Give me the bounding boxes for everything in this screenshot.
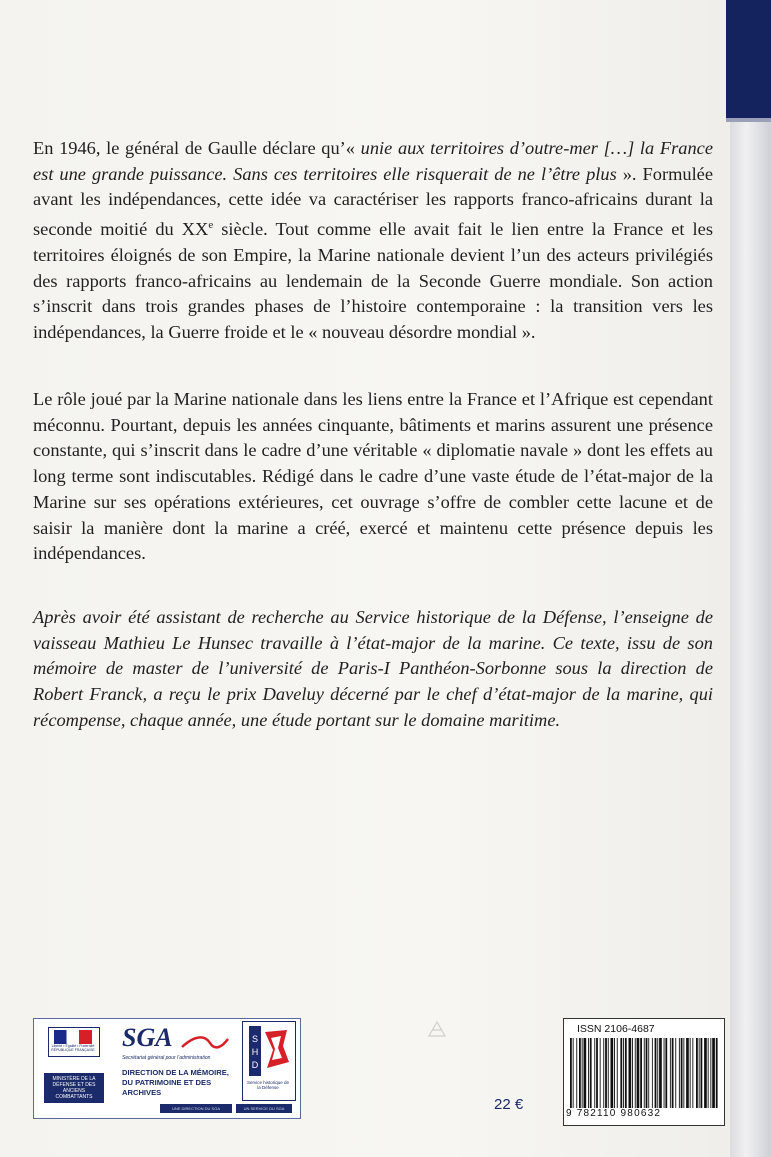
barcode-bar bbox=[582, 1038, 583, 1108]
barcode-bar bbox=[588, 1038, 589, 1108]
quote-line-2-italic: France est une grande puissance. Sans ces territoires elle risquerait de ne l’être plus bbox=[33, 138, 713, 184]
barcode-bar bbox=[648, 1038, 649, 1108]
barcode-bar bbox=[579, 1038, 581, 1108]
barcode-bar bbox=[646, 1038, 648, 1108]
barcode-bar bbox=[652, 1038, 653, 1108]
barcode-bar bbox=[670, 1038, 671, 1108]
barcode-bar bbox=[708, 1038, 709, 1108]
summary-paragraph-2 bbox=[33, 387, 713, 567]
barcode-bar bbox=[672, 1038, 674, 1108]
barcode-bar bbox=[665, 1038, 667, 1108]
paragraph-2-text: Le rôle joué par la Marine nationale dans les liens entre la France et l’Afrique est cependant méconnu. Pourtant, depuis les années cinquante, bâtiments et marins assurent une présence constante, qui s’inscrit dans le cadre d’une véritable « diplomatie navale » dont les effets au long terme sont indiscutables. Rédigé dans le cadre d’une vaste étude de l’état-major de la Marine sur ses opérations extérieures, cet ouvrage s’offre de combler cette lacune et de saisir la manière dont la marine a créé, exercé et maintenu cette présence depuis les indépendances. bbox=[33, 389, 713, 564]
barcode-bar bbox=[699, 1038, 700, 1108]
rf-motto-text: Liberté • Égalité • Fraternité bbox=[51, 1044, 95, 1048]
century-superscript: e bbox=[208, 219, 214, 232]
sga-logo-block bbox=[112, 1021, 294, 1113]
svg-text:S: S bbox=[251, 1034, 259, 1044]
barcode-bar bbox=[617, 1038, 618, 1108]
sga-bar-direction: UNE DIRECTION DU SGA bbox=[160, 1104, 232, 1113]
barcode-bar bbox=[655, 1038, 657, 1108]
barcode-bar bbox=[657, 1038, 658, 1108]
publisher-logos bbox=[33, 1018, 301, 1119]
barcode-bar bbox=[611, 1038, 614, 1108]
barcode-bar bbox=[600, 1038, 601, 1108]
spine-band bbox=[726, 0, 771, 118]
barcode-bar bbox=[573, 1038, 574, 1108]
republique-francaise-logo bbox=[42, 1025, 104, 1111]
emblem-stamp-icon bbox=[425, 1018, 449, 1040]
barcode-bar bbox=[576, 1038, 577, 1108]
barcode-bar bbox=[590, 1038, 592, 1108]
quote-line-1-pre: En 1946, le général de Gaulle déclare qu’« bbox=[33, 138, 361, 158]
barcode-bar bbox=[594, 1038, 595, 1108]
barcode-bar bbox=[632, 1038, 633, 1108]
barcode-bar bbox=[637, 1038, 640, 1108]
barcode-bar bbox=[640, 1038, 642, 1108]
barcode-bar bbox=[620, 1038, 622, 1108]
sga-wordmark: SGA bbox=[122, 1023, 173, 1052]
quote-line-2-post: ». bbox=[616, 163, 637, 184]
ministry-label: MINISTÈRE DE LA DÉFENSE ET DES ANCIENS COMBATTANTS bbox=[44, 1073, 104, 1103]
paragraph-1-body-a: Formulée avant les indépendances, cette idée va caractériser les rapports franco-africains durant la seconde moitié du XX bbox=[33, 163, 713, 240]
barcode-bar bbox=[681, 1038, 683, 1108]
barcode-bar bbox=[570, 1038, 572, 1108]
barcode-bar bbox=[664, 1038, 665, 1108]
barcode-bar bbox=[696, 1038, 698, 1108]
book-edge bbox=[730, 0, 771, 1157]
barcode-bar bbox=[675, 1038, 676, 1108]
shd-emblem-icon bbox=[243, 1022, 293, 1078]
barcode-bar bbox=[679, 1038, 680, 1108]
rf-motto bbox=[48, 1044, 98, 1052]
svg-text:D: D bbox=[251, 1060, 259, 1070]
issn: ISSN 2106-4687 bbox=[577, 1023, 655, 1035]
barcode-bar bbox=[704, 1038, 707, 1108]
barcode-bar bbox=[629, 1038, 632, 1108]
barcode-bar bbox=[701, 1038, 703, 1108]
barcode-bar bbox=[683, 1038, 684, 1108]
barcode-bar bbox=[716, 1038, 718, 1108]
sga-direction: DIRECTION DE LA MÉMOIRE, DU PATRIMOINE ET DES ARCHIVES bbox=[122, 1068, 229, 1097]
barcode-bar bbox=[614, 1038, 615, 1108]
barcode-bar bbox=[712, 1038, 715, 1108]
barcode-bar bbox=[635, 1038, 636, 1108]
sga-bar-service: UN SERVICE DU SGA bbox=[236, 1104, 292, 1113]
rf-republic-text: RÉPUBLIQUE FRANÇAISE bbox=[51, 1048, 95, 1052]
svg-text:H: H bbox=[251, 1047, 259, 1057]
barcode-bar bbox=[625, 1038, 627, 1108]
barcode-bar bbox=[603, 1038, 604, 1108]
sga-subtitle: Secrétariat général pour l’administration bbox=[122, 1055, 211, 1061]
author-bio-text: Après avoir été assistant de recherche au Service historique de la Défense, l’enseigne de vaisseau Mathieu Le Hunsec travaille à l’état-major de la marine. Ce texte, issu de son mémoire de master de l’université de Paris-I Panthéon-Sorbonne sous la direction de Robert Franck, a reçu le prix Daveluy décerné par le chef d’état-major de la marine, qui récompense, chaque année, une étude portant sur le domaine maritime. bbox=[33, 607, 713, 730]
price: 22 € bbox=[494, 1096, 524, 1113]
quote-line-1-italic: unie aux territoires d’outre-mer […] la bbox=[360, 138, 655, 158]
barcode-bar bbox=[710, 1038, 711, 1108]
barcode-bar bbox=[584, 1038, 587, 1108]
author-bio bbox=[33, 605, 713, 734]
barcode-bar bbox=[596, 1038, 598, 1108]
barcode-bar bbox=[690, 1038, 691, 1108]
barcode-bar bbox=[692, 1038, 693, 1108]
barcode-bar bbox=[623, 1038, 624, 1108]
shd-label: Service historique de la Défense bbox=[246, 1080, 290, 1090]
barcode-bar bbox=[608, 1038, 609, 1108]
paragraph-1-body-b: siècle. Tout comme elle avait fait le lien entre la France et les territoires éloignés de son Empire, la Marine nationale devient l’un des acteurs privilégiés des rapports franco-africains au lendemain de la Seconde Guerre mondiale. Son action s’inscrit dans trois grandes phases de l’histoire contemporaine : la transition vers les indépendances, la Guerre froide et le « nouveau désordre mondial ». bbox=[33, 219, 713, 343]
barcode-bar bbox=[605, 1038, 607, 1108]
barcode-bars bbox=[568, 1038, 718, 1108]
sga-swoosh-icon bbox=[180, 1033, 230, 1051]
barcode-bar bbox=[644, 1038, 645, 1108]
barcode-number: 9 782110 980632 bbox=[566, 1108, 662, 1119]
tricolor-flag-icon bbox=[54, 1030, 92, 1044]
shd-logo bbox=[242, 1021, 296, 1101]
barcode-bar bbox=[686, 1038, 689, 1108]
summary-paragraph-1 bbox=[33, 136, 713, 346]
barcode-bar bbox=[659, 1038, 662, 1108]
